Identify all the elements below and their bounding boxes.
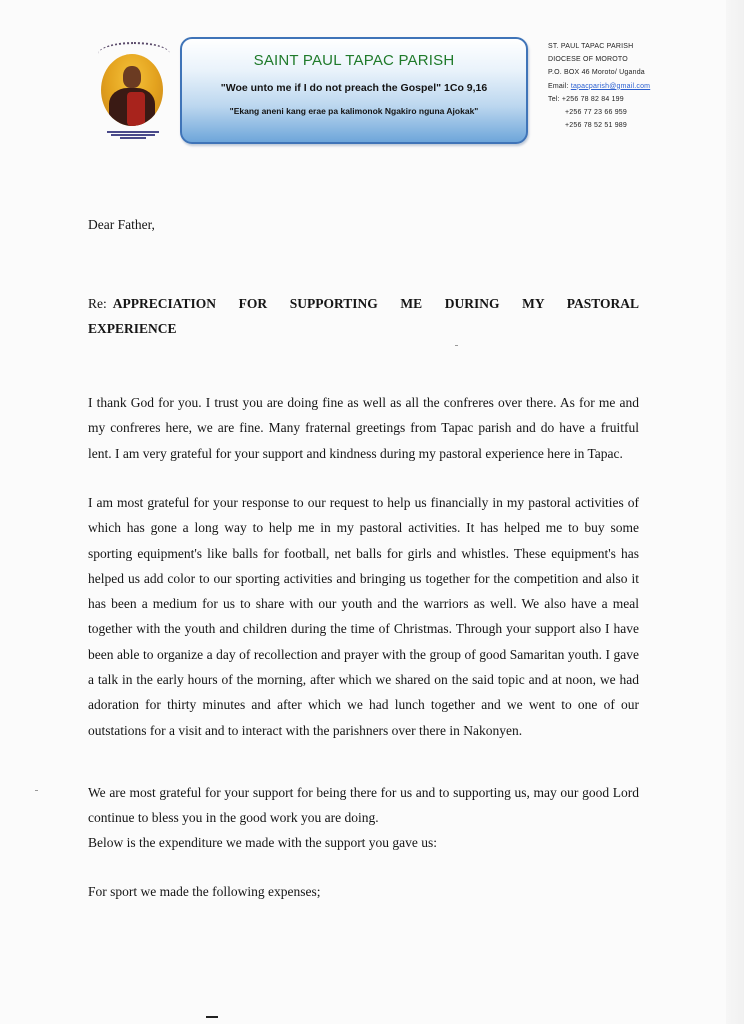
subject-label: Re: <box>88 296 107 311</box>
paragraph-expenditure-intro: Below is the expenditure we made with the support you gave us: <box>88 835 438 850</box>
paragraph-greeting: I thank God for you. I trust you are doing fine as well as all the confreres over there. As for me and my confreres here, we are fine. Many fraternal greetings from Tapac parish and do have a fruitful lent. I am very grateful for your support and kindness during my pastoral experience here in Tapac. <box>88 395 639 461</box>
address-tel-row <box>548 93 698 106</box>
phone-2: +256 77 23 66 959 <box>565 109 627 117</box>
portrait-robe <box>127 92 145 126</box>
email-label: Email: <box>548 82 569 90</box>
page-edge-shadow <box>726 0 744 1024</box>
paragraph-sport-expenses: For sport we made the following expenses; <box>88 884 321 899</box>
portrait-head <box>123 66 141 88</box>
subject-line <box>88 291 639 341</box>
saint-paul-portrait-icon <box>101 54 163 126</box>
scan-mark <box>206 1016 218 1018</box>
phone-1: +256 78 82 84 199 <box>561 95 624 103</box>
phone-3: +256 78 52 51 989 <box>565 122 627 130</box>
paragraph-activities: I am most grateful for your response to our request to help us financially in my pastoral activities of which has gone a long way to help me in my pastoral activities. It has helped me to buy some sporting equipment's like balls for football, net balls for girls and whistles. These equipment's has helped us add color to our sporting activities and bringing us together for the competition and also it has been a medium for us to share with our youth and the warriors as well. We also have a meal together with the youth and children during the time of Christmas. Through your support also I have been able to organize a day of recollection and prayer with the group of good Samaritan youth. I gave a talk in the early hours of the morning, after which we shared on the said topic and at noon, we had adoration for thirty minutes and after which we had lunch together and we went to one of our outstations for a visit and to interact with the parishners over there in Nakonyen. <box>88 495 639 738</box>
scan-speck <box>455 345 458 346</box>
address-line-3: P.O. BOX 46 Moroto/ Uganda <box>548 69 645 77</box>
address-line-1: ST. PAUL TAPAC PARISH <box>548 43 634 50</box>
parish-logo <box>94 40 174 145</box>
motto-local: "Ekang aneni kang erae pa kalimonok Ngakiro nguna Ajokak" <box>229 106 479 116</box>
motto-english: "Woe unto me if I do not preach the Gospel" 1Co 9,16 <box>220 82 488 94</box>
parish-title: SAINT PAUL TAPAC PARISH <box>253 52 455 69</box>
parish-address <box>548 40 698 132</box>
scan-speck <box>35 790 38 791</box>
logo-caption <box>104 130 162 142</box>
tel-label: Tel: <box>548 95 560 103</box>
address-email-row <box>548 80 698 93</box>
subject-text: APPRECIATION FOR SUPPORTING ME DURING MY PASTORAL EXPERIENCE <box>88 296 639 336</box>
letterhead-banner <box>180 37 528 144</box>
salutation: Dear Father, <box>88 217 155 232</box>
address-line-2: DIOCESE OF MOROTO <box>548 56 628 64</box>
paragraph-gratitude: We are most grateful for your support for being there for us and to supporting us, may our good Lord continue to bless you in the good work you are doing. <box>88 785 639 826</box>
email-link[interactable]: tapacparish@gmail.com <box>570 82 651 90</box>
